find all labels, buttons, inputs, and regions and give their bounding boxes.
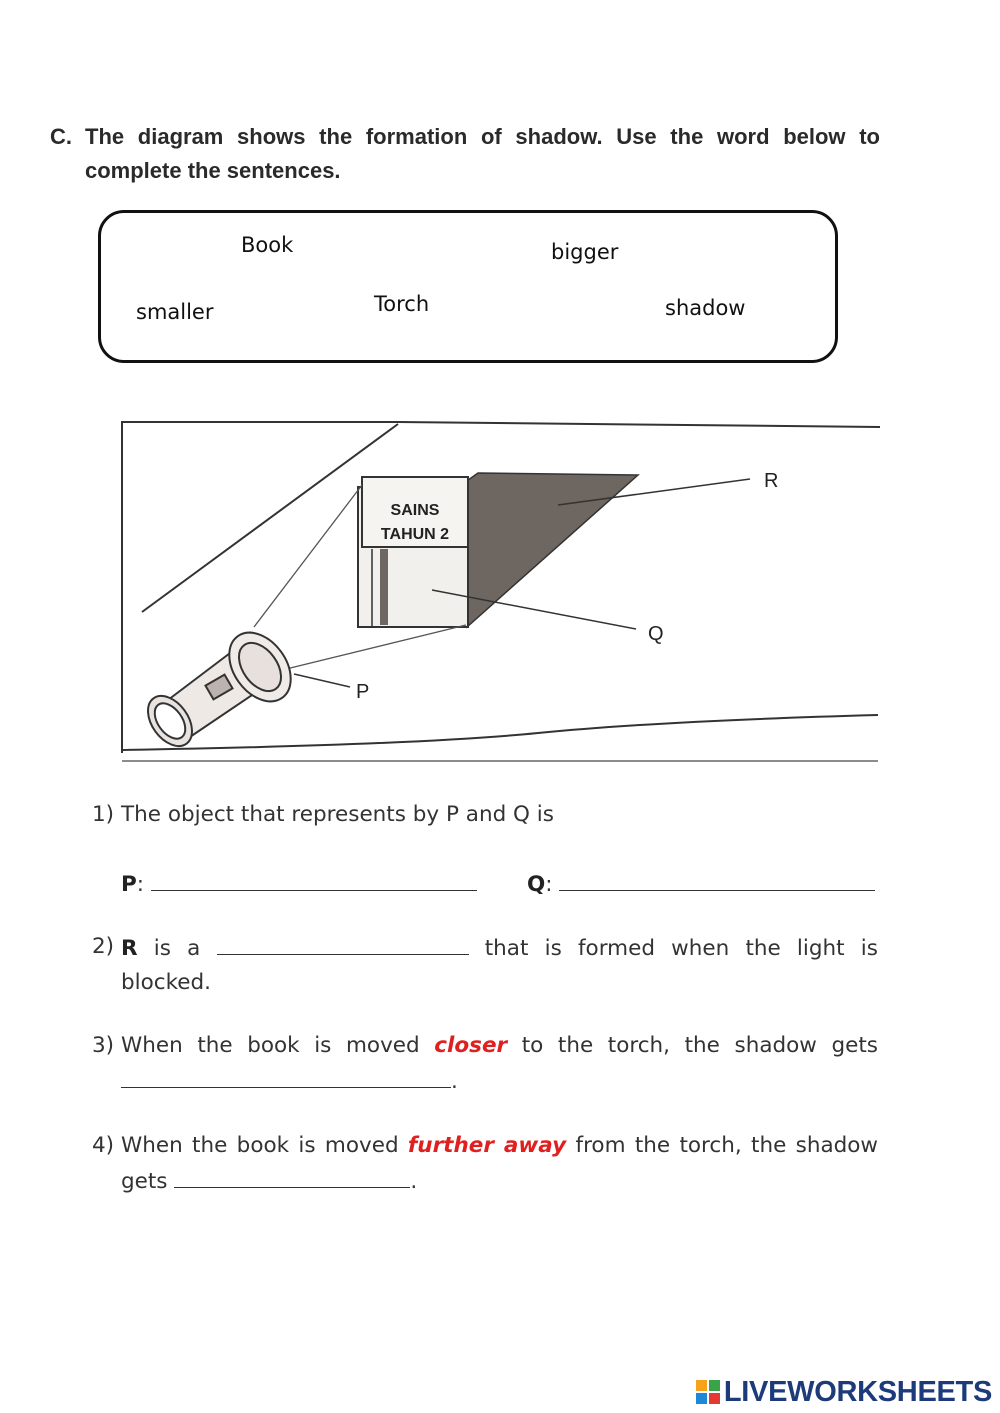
- question-text: to the torch, the shadow gets: [521, 1033, 878, 1058]
- book-q: [358, 477, 468, 627]
- question-text: When the book is moved: [121, 1033, 420, 1058]
- label-r: R: [764, 470, 779, 492]
- p-label: P: [121, 872, 137, 897]
- emphasis-closer: closer: [434, 1033, 508, 1058]
- word-bank: [98, 210, 838, 363]
- shadow-diagram: [118, 415, 880, 767]
- question-3: [92, 1029, 878, 1099]
- question-1: [92, 798, 878, 832]
- r-label: R: [121, 936, 138, 961]
- emphasis-further-away: further away: [407, 1133, 567, 1158]
- question-text: is a: [153, 936, 201, 961]
- question-number: 4): [92, 1133, 115, 1158]
- book-title-line1: SAINS: [390, 502, 440, 519]
- q-label: Q: [527, 872, 546, 897]
- answer-closer-blank[interactable]: [121, 1063, 451, 1088]
- answer-q-blank[interactable]: [559, 866, 875, 891]
- question-line-2: [92, 1063, 878, 1099]
- question-4: [92, 1129, 878, 1199]
- question-text: The object that represents by P and Q is: [121, 802, 554, 827]
- question-line-2: [92, 1163, 878, 1199]
- question-number: 2): [92, 934, 115, 959]
- question-line-1: [92, 930, 878, 966]
- word-book[interactable]: Book: [241, 233, 294, 257]
- answer-r-blank[interactable]: [217, 930, 469, 955]
- instruction-heading: [50, 120, 880, 188]
- p-colon: :: [136, 872, 145, 897]
- word-shadow[interactable]: shadow: [665, 296, 746, 320]
- question-text: gets: [121, 1169, 168, 1194]
- question-line-1: [92, 1129, 878, 1163]
- answer-p: [121, 866, 477, 902]
- answer-q: [527, 866, 875, 902]
- section-letter: C.: [50, 124, 72, 149]
- liveworksheets-logo[interactable]: [696, 1376, 992, 1408]
- word-bigger[interactable]: bigger: [551, 240, 619, 264]
- question-line-1: [92, 1029, 878, 1063]
- book-title-line2: TAHUN 2: [380, 526, 450, 543]
- word-smaller[interactable]: smaller: [136, 300, 214, 324]
- answer-p-blank[interactable]: [151, 866, 477, 891]
- shadow-r: [464, 473, 638, 627]
- q-colon: :: [545, 872, 553, 897]
- question-text: When the book is moved: [121, 1133, 399, 1158]
- question-text: that is formed when the light is: [484, 936, 878, 961]
- question-line-2: blocked.: [121, 970, 211, 995]
- question-text: from the torch, the shadow: [575, 1133, 879, 1158]
- question-number: 1): [92, 802, 115, 827]
- brand-name: LIVEWORKSHEETS: [723, 1375, 992, 1408]
- question-2: [92, 930, 878, 1000]
- label-p: P: [356, 681, 370, 703]
- answer-further-blank[interactable]: [174, 1163, 410, 1188]
- label-q: Q: [648, 623, 664, 645]
- liveworksheets-icon: [696, 1380, 720, 1404]
- torch-p: [139, 621, 303, 754]
- period: .: [410, 1169, 418, 1194]
- word-torch[interactable]: Torch: [374, 292, 430, 316]
- question-number: 3): [92, 1033, 115, 1058]
- instruction-text: The diagram shows the formation of shadow. Use the word below to complete the sentences.: [85, 124, 880, 183]
- period: .: [451, 1069, 458, 1094]
